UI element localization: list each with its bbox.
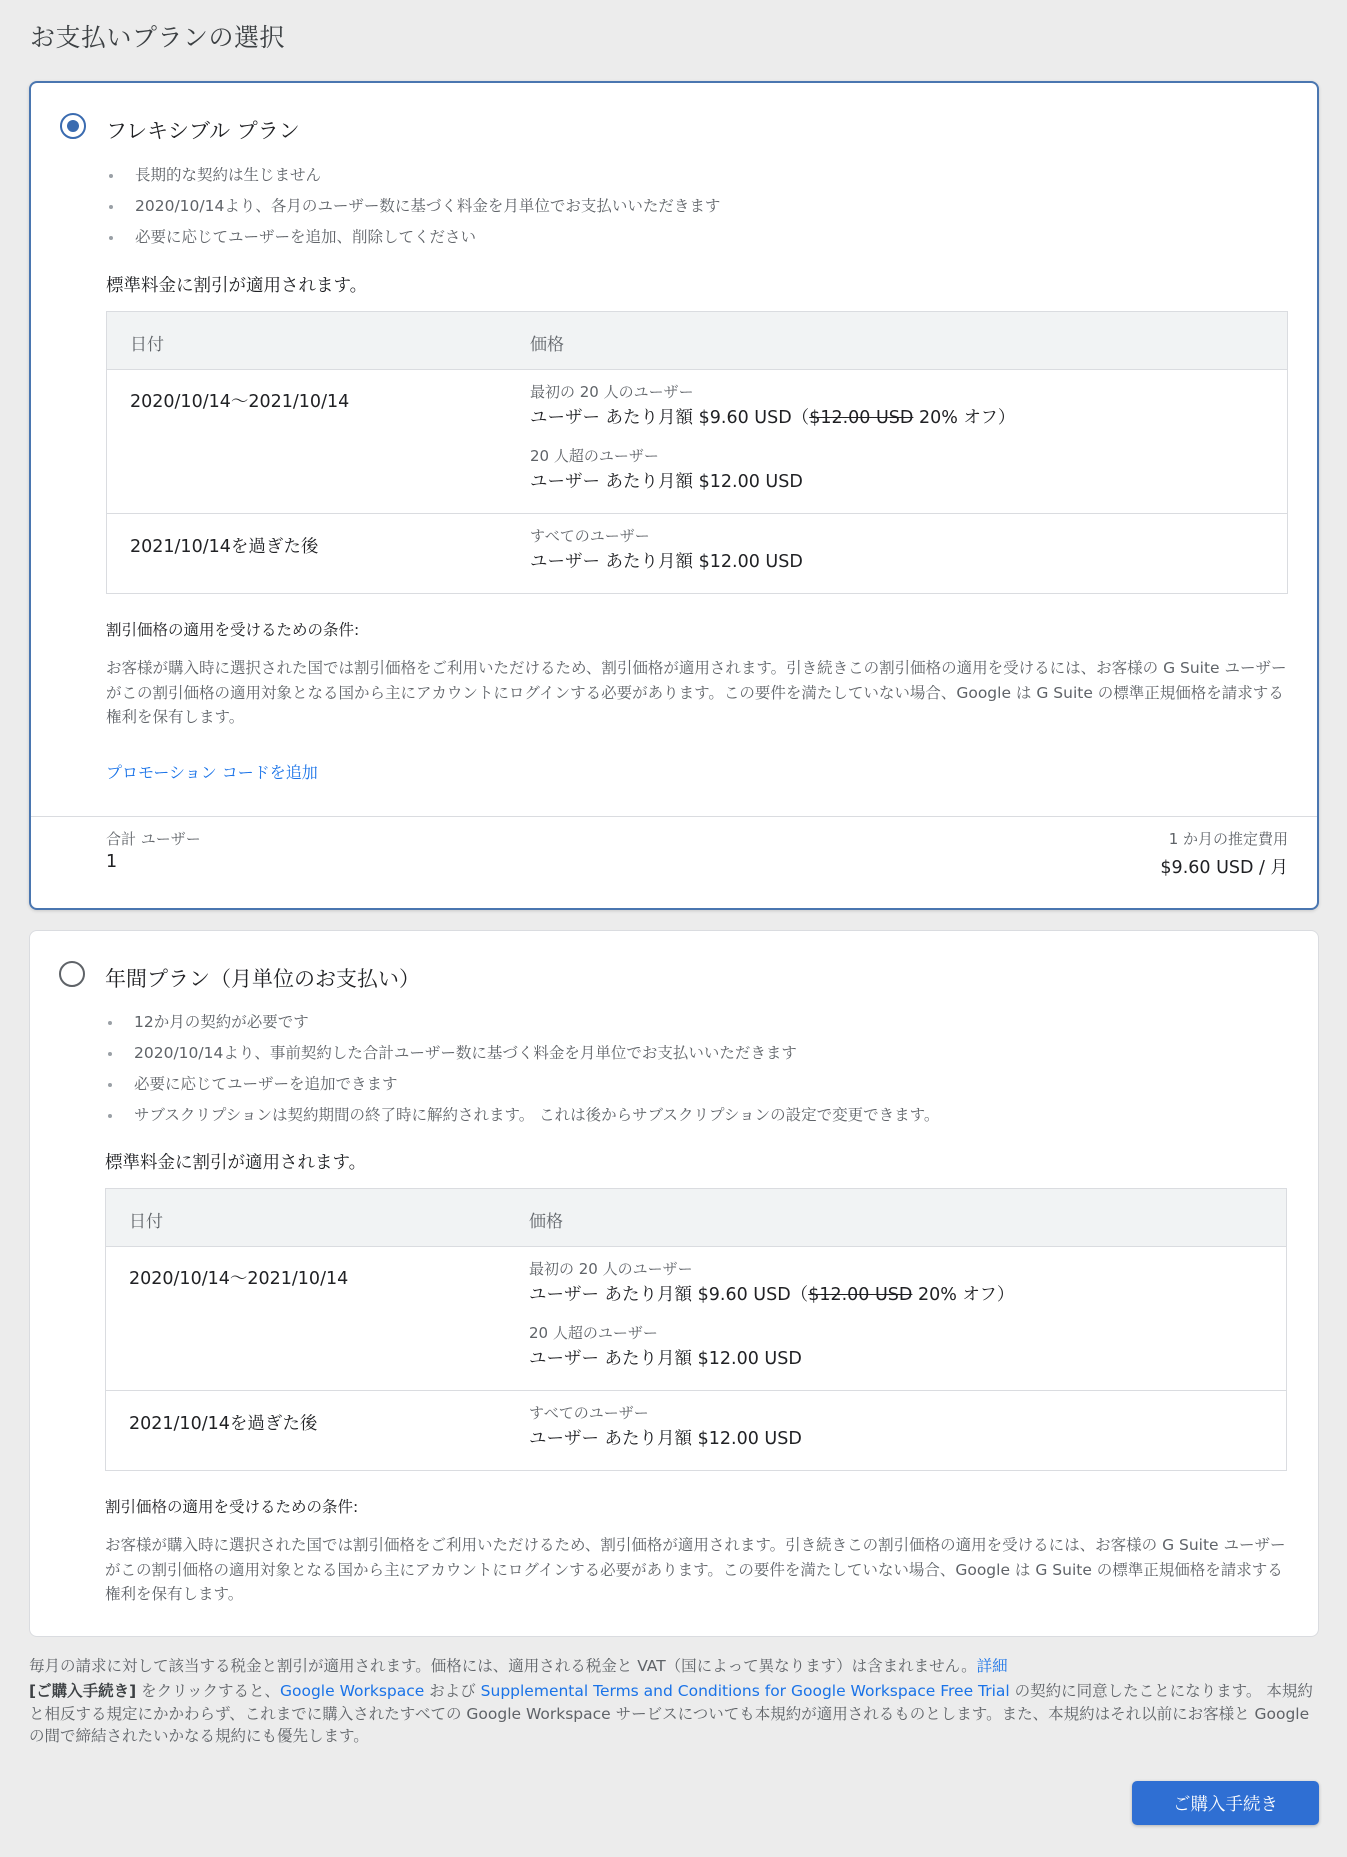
purchase-bracket-label: [ご購入手続き] [29,1682,137,1700]
annual-plan-title: 年間プラン（月単位のお支払い） [105,967,420,991]
table-row [106,1391,1286,1470]
flexible-plan-radio[interactable] [60,113,86,139]
date-cell: 2021/10/14を過ぎた後 [129,1414,318,1434]
price-column-header: 価格 [530,335,564,355]
table-row [107,514,1287,593]
conditions-body: お客様が購入時に選択された国では割引価格をご利用いただけるため、割引価格が適用されます。引き続きこの割引価格の適用を受けるには、お客様の G Suite ユーザーがこの割引価格の適用対象となる国から主にアカウントにログインする必要があります。この要件を満たしていない場合、Google は G Suite の標準正規価格を請求する権利を保有します。 [105,1536,1286,1603]
feature-item: 必要に応じてユーザーを追加、削除してください [106,222,720,253]
tier-label: 最初の 20 人のユーザー [530,383,694,401]
card-divider [31,816,1317,817]
feature-item: 2020/10/14より、事前契約した合計ユーザー数に基づく料金を月単位でお支払いいただきます [105,1038,939,1069]
feature-item: 2020/10/14より、各月のユーザー数に基づく料金を月単位でお支払いいただきます [106,191,720,222]
pricing-table-header [106,1189,1286,1247]
annual-plan-card[interactable] [29,930,1319,1637]
price-cell [529,1257,1014,1373]
pricing-table [105,1188,1287,1471]
annual-plan-radio[interactable] [59,961,85,987]
date-column-header: 日付 [130,335,164,355]
page-title: お支払いプランの選択 [30,23,286,52]
tier-label: 20 人超のユーザー [530,447,659,465]
terms-text: [ご購入手続き] をクリックすると、Google Workspace および Supplemental Terms and Conditions for Google Workspace Free Trial の契約に同意したことになります。 本規約と相反する規定にかかわらず、これまでに購入されたすべての Google Workspace サービスについても本規約が適用されるものとします。また、本規約はそれ以前にお客様と Google の間で締結されたいかなる規約にも優先します。 [29,1682,1313,1745]
purchase-button[interactable]: ご購入手続き [1132,1781,1319,1825]
feature-item: サブスクリプションは契約期間の終了時に解約されます。 これは後からサブスクリプションの設定で変更できます。 [105,1100,939,1131]
estimated-cost-value: $9.60 USD / 月 [1160,858,1288,878]
conditions-title: 割引価格の適用を受けるための条件: [105,1498,359,1516]
total-users-value: 1 [106,852,118,872]
price-cell [530,380,1015,496]
supplemental-terms-link[interactable]: Supplemental Terms and Conditions for Google Workspace Free Trial [480,1682,1010,1700]
tier-price: ユーザー あたり月額 $12.00 USD [530,472,803,492]
tier-label: 20 人超のユーザー [529,1324,658,1342]
tier-price: ユーザー あたり月額 $12.00 USD [529,1429,802,1449]
price-column-header: 価格 [529,1212,563,1232]
date-column-header: 日付 [129,1212,163,1232]
discount-note: 標準料金に割引が適用されます。 [106,276,368,296]
flexible-plan-features [106,160,720,253]
annual-plan-features [105,1007,939,1131]
tier-price: ユーザー あたり月額 $9.60 USD（$12.00 USD 20% オフ） [529,1285,1015,1305]
tier-price: ユーザー あたり月額 $12.00 USD [529,1349,802,1369]
price-cell [529,1401,802,1453]
conditions-title: 割引価格の適用を受けるための条件: [106,621,360,639]
original-price: $12.00 USD [808,1285,913,1305]
date-cell: 2020/10/14〜2021/10/14 [129,1269,349,1289]
flexible-plan-title: フレキシブル プラン [106,119,300,143]
google-workspace-terms-link[interactable]: Google Workspace [279,1682,425,1700]
discount-note: 標準料金に割引が適用されます。 [105,1153,367,1173]
tax-note: 毎月の請求に対して該当する税金と割引が適用されます。価格には、適用される税金と VAT（国によって異なります）は含まれません。詳細 [29,1657,1008,1675]
feature-item: 12か月の契約が必要です [105,1007,939,1038]
table-row [107,370,1287,514]
details-link[interactable]: 詳細 [976,1657,1008,1675]
date-cell: 2020/10/14〜2021/10/14 [130,392,350,412]
tier-label: 最初の 20 人のユーザー [529,1260,693,1278]
feature-item: 必要に応じてユーザーを追加できます [105,1069,939,1100]
original-price: $12.00 USD [809,408,914,428]
pricing-table-header [107,312,1287,370]
flexible-plan-card[interactable] [29,81,1319,910]
price-cell [530,524,803,576]
tier-price: ユーザー あたり月額 $9.60 USD（$12.00 USD 20% オフ） [530,408,1016,428]
estimated-cost-label: 1 か月の推定費用 [1168,830,1288,848]
tier-label: すべてのユーザー [529,1404,649,1422]
add-promo-code-link[interactable]: プロモーション コードを追加 [106,763,318,782]
table-row [106,1247,1286,1391]
conditions-body: お客様が購入時に選択された国では割引価格をご利用いただけるため、割引価格が適用されます。引き続きこの割引価格の適用を受けるには、お客様の G Suite ユーザーがこの割引価格の適用対象となる国から主にアカウントにログインする必要があります。この要件を満たしていない場合、Google は G Suite の標準正規価格を請求する権利を保有します。 [106,659,1287,726]
tier-label: すべてのユーザー [530,527,650,545]
date-cell: 2021/10/14を過ぎた後 [130,537,319,557]
pricing-table [106,311,1288,594]
tier-price: ユーザー あたり月額 $12.00 USD [530,552,803,572]
feature-item: 長期的な契約は生じません [106,160,720,191]
total-users-label: 合計 ユーザー [106,830,201,848]
